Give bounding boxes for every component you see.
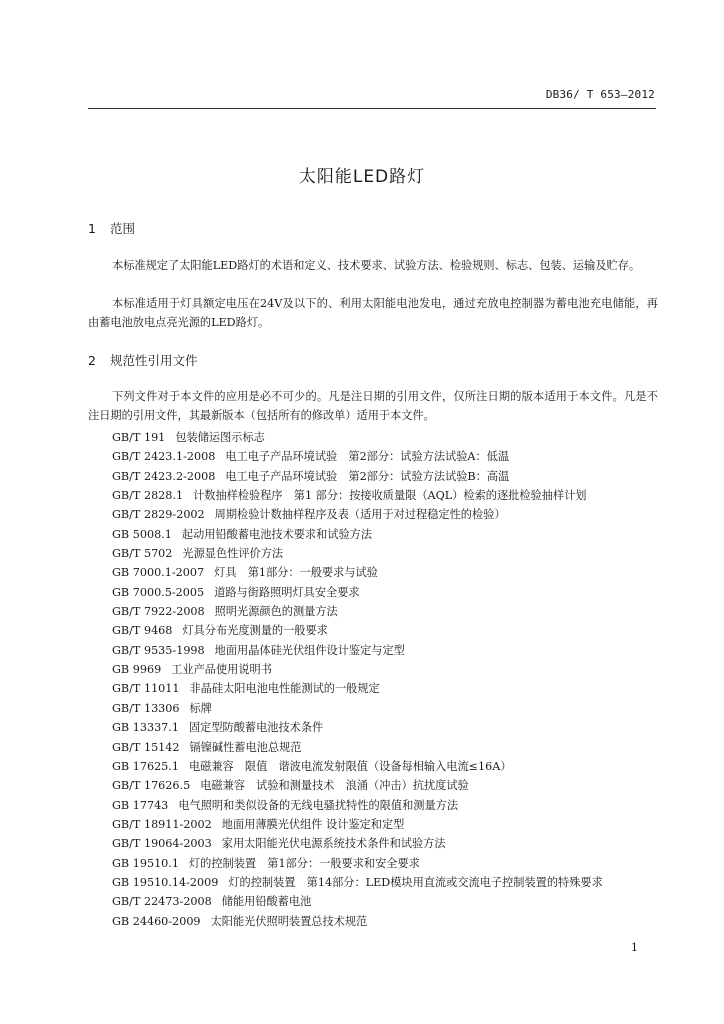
reference-item [112, 486, 672, 505]
reference-code: GB 7000.1-2007 [112, 566, 205, 580]
reference-code: GB/T 22473-2008 [112, 895, 212, 909]
reference-item [112, 660, 672, 679]
reference-item [112, 602, 672, 621]
reference-code: GB 9969 [112, 663, 162, 677]
reference-item [112, 563, 672, 582]
reference-item [112, 641, 672, 660]
reference-title: 包装储运图示标志 [175, 431, 265, 444]
reference-code: GB/T 7922-2008 [112, 605, 205, 619]
reference-item [112, 699, 672, 718]
reference-item [112, 892, 672, 911]
section-2-title: 规范性引用文件 [109, 353, 198, 368]
reference-title: 电气照明和类似设备的无线电骚扰特性的限值和测量方法 [178, 798, 459, 812]
reference-title: 灯的控制装置 第1部分：一般要求和安全要求 [188, 856, 420, 870]
reference-code: GB 24460-2009 [112, 914, 201, 928]
reference-item [112, 428, 672, 447]
section-1-title: 范围 [109, 221, 135, 236]
reference-item [112, 621, 672, 640]
scope-paragraph-1: 本标准规定了太阳能LED路灯的术语和定义、技术要求、试验方法、检验规则、标志、包装、运输及贮存。 [112, 259, 641, 272]
reference-list [112, 428, 672, 931]
references-intro: 下列文件对于本文件的应用是必不可少的。凡是注日期的引用文件，仅所注日期的版本适用于本文件。凡是不注日期的引用文件，其最新版本（包括所有的修改单）适用于本文件。 [88, 390, 658, 423]
reference-code: GB/T 11011 [112, 682, 180, 696]
reference-code: GB/T 13306 [112, 701, 180, 715]
reference-item [112, 525, 672, 544]
reference-item [112, 757, 672, 776]
reference-item [112, 854, 672, 873]
reference-title: 灯的控制装置 第14部分：LED模块用直流或交流电子控制装置的特殊要求 [228, 875, 603, 889]
reference-title: 照明光源颜色的测量方法 [214, 605, 338, 619]
reference-code: GB/T 9535-1998 [112, 643, 205, 657]
reference-code: GB/T 2828.1 [112, 489, 184, 503]
reference-code: GB/T 15142 [112, 740, 180, 754]
reference-item [112, 834, 672, 853]
reference-title: 固定型防酸蓄电池技术条件 [188, 721, 324, 735]
section-1-number: 1 [88, 221, 96, 236]
reference-code: GB 17743 [112, 798, 169, 812]
reference-title: 太阳能光伏照明装置总技术规范 [210, 914, 368, 928]
section-2-number: 2 [88, 353, 96, 368]
section-2-heading [88, 351, 198, 369]
reference-code: GB/T 191 [112, 431, 166, 444]
header-divider [88, 108, 656, 109]
reference-title: 家用太阳能光伏电源系统技术条件和试验方法 [221, 837, 446, 851]
reference-code: GB 7000.5-2005 [112, 585, 205, 599]
reference-item [112, 583, 672, 602]
reference-code: GB/T 19064-2003 [112, 837, 212, 851]
reference-item [112, 815, 672, 834]
reference-title: 灯具 第1部分：一般要求与试验 [214, 566, 378, 580]
reference-item [112, 718, 672, 737]
reference-item [112, 505, 672, 524]
reference-title: 光源显色性评价方法 [182, 547, 284, 561]
reference-item [112, 679, 672, 698]
reference-title: 储能用铅酸蓄电池 [221, 895, 312, 909]
reference-title: 非晶硅太阳电池电性能测试的一般规定 [189, 682, 380, 696]
reference-code: GB/T 2423.2-2008 [112, 469, 216, 483]
reference-code: GB/T 17626.5 [112, 779, 191, 793]
reference-code: GB/T 18911-2002 [112, 817, 212, 831]
reference-title: 计数抽样检验程序 第1 部分：按接收质量限（AQL）检索的逐批检验抽样计划 [193, 489, 587, 503]
reference-item [112, 544, 672, 563]
reference-item [112, 776, 672, 795]
reference-item [112, 467, 672, 486]
reference-title: 电磁兼容 试验和测量技术 浪涌（冲击）抗扰度试验 [200, 779, 469, 793]
page-number: 1 [631, 941, 638, 954]
reference-code: GB 17625.1 [112, 759, 179, 773]
reference-item [112, 447, 672, 466]
reference-code: GB/T 2423.1-2008 [112, 450, 216, 464]
reference-title: 地面用薄膜光伏组件 设计鉴定和定型 [221, 817, 405, 831]
reference-code: GB 19510.14-2009 [112, 875, 219, 889]
reference-title: 地面用晶体硅光伏组件设计鉴定与定型 [214, 643, 405, 657]
reference-item [112, 796, 672, 815]
reference-code: GB 13337.1 [112, 721, 179, 735]
standard-code: DB36/ T 653—2012 [545, 88, 655, 101]
reference-item [112, 873, 672, 892]
reference-code: GB 5008.1 [112, 527, 172, 541]
reference-item [112, 912, 672, 931]
reference-title: 镉镍碱性蓄电池总规范 [189, 740, 302, 754]
reference-title: 工业产品使用说明书 [171, 663, 272, 677]
reference-code: GB/T 5702 [112, 547, 173, 561]
scope-paragraph-2: 本标准适用于灯具额定电压在24V及以下的、利用太阳能电池发电，通过充放电控制器为蓄电池充电储能，再由蓄电池放电点亮光源的LED路灯。 [88, 297, 658, 330]
reference-title: 周期检验计数抽样程序及表（适用于对过程稳定性的检验） [214, 508, 506, 522]
reference-title: 灯具分布光度测量的一般要求 [182, 624, 328, 638]
reference-code: GB/T 9468 [112, 624, 173, 638]
section-1-heading [88, 219, 135, 237]
reference-title: 起动用铅酸蓄电池技术要求和试验方法 [181, 527, 373, 541]
reference-title: 电磁兼容 限值 谐波电流发射限值（设备每相输入电流≤16A） [188, 759, 512, 773]
reference-code: GB 19510.1 [112, 856, 179, 870]
reference-code: GB/T 2829-2002 [112, 508, 205, 522]
document-title: 太阳能LED路灯 [298, 167, 426, 187]
reference-title: 电工电子产品环境试验 第2部分：试验方法试验A：低温 [225, 450, 510, 464]
reference-title: 道路与街路照明灯具安全要求 [214, 585, 360, 599]
reference-item [112, 738, 672, 757]
reference-title: 标牌 [189, 701, 212, 715]
reference-title: 电工电子产品环境试验 第2部分：试验方法试验B：高温 [225, 469, 510, 483]
